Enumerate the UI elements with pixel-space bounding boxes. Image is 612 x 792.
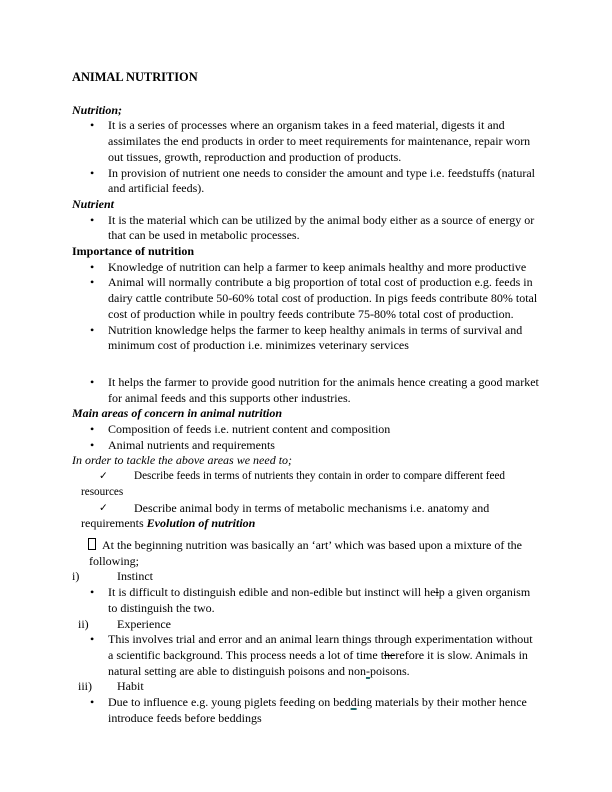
roman-numeral: i) [72, 569, 80, 584]
text-line: It helps the farmer to provide good nutrition for the animals hence creating a good market [108, 374, 539, 389]
text-line: that can be used in metabolic processes. [108, 228, 300, 243]
roman-label: Experience [117, 616, 171, 631]
check-item [72, 501, 540, 517]
text-line: It is the material which can be utilized by the animal body either as a source of energy or [108, 212, 535, 227]
missing-char-box-icon [88, 538, 96, 550]
underline-proof-mark: - [365, 663, 370, 678]
text-line: for animal feeds and this supports other industries. [108, 390, 351, 405]
evolution-intro [72, 538, 540, 554]
roman-label: Habit [117, 679, 144, 694]
bullet-item [72, 118, 540, 134]
roman-item-habit [72, 679, 540, 695]
text-line: This involves trial and error and an animal learn things through experimentation without [108, 632, 533, 647]
bullet-icon: • [90, 212, 95, 227]
text-line: It is a series of processes where an organism takes in a feed material, digests it and [108, 118, 505, 133]
roman-item-instinct [72, 569, 540, 585]
bullet-icon: • [90, 322, 95, 337]
main-areas-heading: Main areas of concern in animal nutrition [72, 406, 283, 421]
bullet-icon: • [90, 275, 95, 290]
text-segment: refore it is slow. Animals in [395, 647, 528, 662]
check-icon: ✓ [99, 470, 108, 483]
strikethrough-proof-mark: l [435, 585, 439, 600]
bullet-icon: • [90, 259, 95, 274]
text-line: dairy cattle contribute 50-60% total cost of production. In pigs feeds contribute 80% total [108, 291, 538, 306]
bullet-item [72, 585, 540, 601]
bullet-item [72, 213, 540, 229]
text-line: Animal will normally contribute a big proportion of total cost of production e.g. feeds in [108, 275, 533, 290]
check-icon: ✓ [99, 501, 108, 514]
text-line: out tissues, growth, reproduction and production of products. [108, 149, 402, 164]
bullet-item [72, 632, 540, 648]
bullet-icon: • [90, 374, 95, 389]
nutrition-heading: Nutrition; [72, 102, 123, 117]
importance-heading: Importance of nutrition [72, 244, 194, 259]
bullet-item [72, 275, 540, 291]
text-line [72, 648, 540, 664]
bullet-icon: • [90, 165, 95, 180]
text-line: assimilates the end products in order to meet requirements for maintenance, repair worn [108, 134, 531, 149]
roman-label: Instinct [117, 569, 153, 584]
text-line: Nutrition knowledge helps the farmer to keep healthy animals in terms of survival and [108, 322, 523, 337]
roman-item-experience [72, 617, 540, 633]
bullet-item [72, 166, 540, 182]
bullet-icon: • [90, 422, 95, 437]
evolution-heading: Evolution of nutrition [146, 516, 256, 531]
bullet-icon: • [90, 437, 95, 452]
text-line: minimum cost of production i.e. minimizes veterinary services [108, 338, 409, 353]
roman-numeral: iii) [78, 679, 92, 694]
bullet-icon: • [90, 695, 95, 710]
bullet-item [72, 695, 540, 711]
text-line: resources [81, 485, 124, 498]
text-line: introduce feeds before beddings [108, 710, 262, 725]
document-title: ANIMAL NUTRITION [72, 70, 198, 84]
text-segment: a scientific background. This process needs a lot of time t [108, 647, 385, 662]
bullet-item [72, 375, 540, 391]
text-segment: p a given organism [438, 585, 531, 600]
check-item [72, 469, 540, 485]
bullet-item [72, 438, 540, 454]
text-line: Composition of feeds i.e. nutrient content and composition [108, 422, 391, 437]
text-line: Animal nutrients and requirements [108, 437, 275, 452]
text-segment: Due to influence e.g. young piglets feeding on bed [108, 695, 351, 710]
underline-proof-mark: d [350, 695, 357, 710]
roman-numeral: ii) [78, 616, 89, 631]
bullet-item [72, 422, 540, 438]
text-segment: It is difficult to distinguish edible and non-edible but instinct will he [108, 585, 436, 600]
text-line: and artificial feeds). [108, 181, 205, 196]
bullet-icon: • [90, 118, 95, 133]
text-line: Describe animal body in terms of metabolic mechanisms i.e. anatomy and [134, 500, 490, 515]
text-segment: poisons. [369, 663, 410, 678]
text-line: to distinguish the two. [108, 600, 215, 615]
bullet-item [72, 323, 540, 339]
tackle-intro-line: In order to tackle the above areas we need to; [72, 453, 293, 468]
text-line: Describe feeds in terms of nutrients they contain in order to compare different feed [134, 470, 506, 483]
nutrient-heading: Nutrient [72, 196, 115, 211]
blank-gap [72, 354, 540, 375]
bullet-icon: • [90, 585, 95, 600]
bullet-item [72, 260, 540, 276]
text-line: following; [89, 553, 139, 568]
text-segment: natural setting are able to distinguish poisons and non [108, 663, 366, 678]
text-line: Knowledge of nutrition can help a farmer to keep animals healthy and more productive [108, 259, 527, 274]
text-segment: ing materials by their mother hence [356, 695, 527, 710]
text-line [72, 516, 540, 532]
text-line: At the beginning nutrition was basically an ‘art’ which was based upon a mixture of the [102, 537, 522, 552]
text-segment: requirements [81, 516, 147, 531]
text-line: In provision of nutrient one needs to consider the amount and type i.e. feedstuffs (natural [108, 165, 535, 180]
text-line [72, 664, 540, 680]
text-line: cost of production while in poultry feeds contribute 75-80% total cost of production. [108, 306, 514, 321]
strikethrough-proof-mark: he [384, 647, 396, 662]
bullet-icon: • [90, 632, 95, 647]
